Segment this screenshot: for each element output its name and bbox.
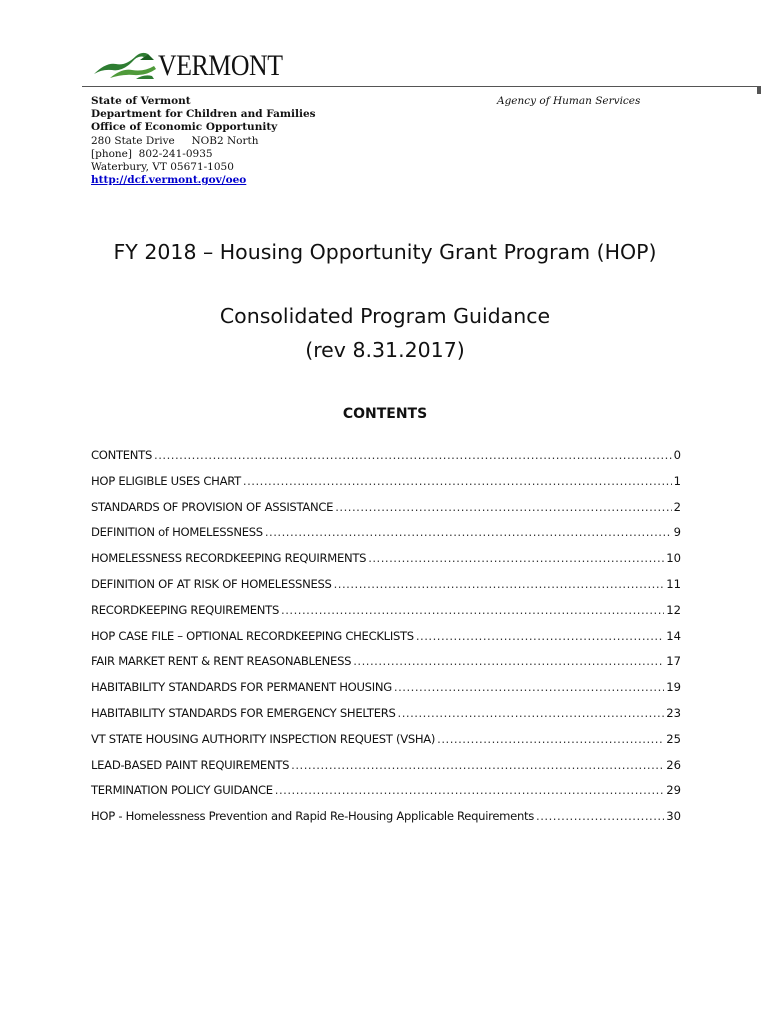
document-subtitle: Consolidated Program Guidance <box>219 304 551 328</box>
toc-entry[interactable] <box>91 654 681 680</box>
toc-leader <box>275 783 664 797</box>
toc-leader <box>353 654 664 668</box>
address-line-phone: [phone] 802-241-0935 <box>91 147 213 160</box>
vermont-wordmark: VERMONT <box>158 49 283 82</box>
toc-page-number: 19 <box>666 680 681 695</box>
document-title: FY 2018 – Housing Opportunity Grant Program (HOP) <box>113 240 657 264</box>
toc-label: LEAD-BASED PAINT REQUIREMENTS <box>91 757 290 772</box>
toc-page-number: 29 <box>666 783 681 798</box>
address-line-office: Office of Economic Opportunity <box>91 121 278 134</box>
toc-entry[interactable] <box>91 680 681 706</box>
toc-entry[interactable] <box>91 706 681 732</box>
toc-label: HABITABILITY STANDARDS FOR PERMANENT HOUSING <box>91 680 392 695</box>
toc-leader <box>394 680 664 694</box>
document-revision: (rev 8.31.2017) <box>305 338 465 362</box>
toc-page-number: 2 <box>673 499 681 514</box>
header-rule <box>82 86 758 87</box>
toc-leader <box>398 706 665 720</box>
toc-entry[interactable] <box>91 577 681 603</box>
website-link[interactable]: http://dcf.vermont.gov/oeo <box>91 174 247 187</box>
toc-page-number: 14 <box>666 628 681 643</box>
toc-leader <box>243 474 672 488</box>
toc-entry[interactable] <box>91 525 681 551</box>
header-rule-cap <box>757 86 761 94</box>
toc-label: STANDARDS OF PROVISION OF ASSISTANCE <box>91 499 334 514</box>
toc-page-number: 17 <box>666 654 681 669</box>
toc-entry[interactable] <box>91 500 681 526</box>
agency-name: Agency of Human Services <box>497 95 641 107</box>
toc-page-number: 25 <box>666 731 681 746</box>
toc-label: HOP CASE FILE – OPTIONAL RECORDKEEPING CHECKLISTS <box>91 628 414 643</box>
address-line-city: Waterbury, VT 05671-1050 <box>91 161 234 174</box>
address-line-department: Department for Children and Families <box>91 108 316 121</box>
toc-page-number: 9 <box>673 525 681 540</box>
toc-label: HOMELESSNESS RECORDKEEPING REQUIRMENTS <box>91 551 367 566</box>
toc-label: HOP ELIGIBLE USES CHART <box>91 473 241 488</box>
toc-label: DEFINITION of HOMELESSNESS <box>91 525 263 540</box>
toc-page-number: 1 <box>673 473 681 488</box>
toc-entry[interactable] <box>91 783 681 809</box>
toc-leader <box>334 577 665 591</box>
toc-leader <box>437 732 664 746</box>
toc-entry[interactable] <box>91 603 681 629</box>
toc-entry[interactable] <box>91 809 681 835</box>
address-line-street: 280 State Drive NOB2 North <box>91 134 259 147</box>
toc-label: HABITABILITY STANDARDS FOR EMERGENCY SHELTERS <box>91 705 396 720</box>
address-line-state: State of Vermont <box>91 95 191 107</box>
toc-leader <box>416 629 664 643</box>
toc-page-number: 10 <box>666 551 681 566</box>
toc-entry[interactable] <box>91 474 681 500</box>
toc-leader <box>265 525 672 539</box>
toc-page-number: 30 <box>666 809 681 824</box>
toc-label: CONTENTS <box>91 448 153 462</box>
toc-leader <box>368 551 664 565</box>
toc-leader <box>536 809 664 823</box>
contents-heading: CONTENTS <box>342 406 428 422</box>
toc-entry[interactable] <box>91 758 681 784</box>
toc-entry[interactable] <box>91 551 681 577</box>
toc-page-number: 26 <box>666 757 681 772</box>
toc-page-number: 0 <box>673 448 681 462</box>
toc-entry[interactable] <box>91 629 681 655</box>
toc-label: FAIR MARKET RENT & RENT REASONABLENESS <box>91 654 352 669</box>
toc-label: TERMINATION POLICY GUIDANCE <box>91 783 273 798</box>
toc-leader <box>154 448 672 462</box>
toc-leader <box>291 758 664 772</box>
toc-label: DEFINITION OF AT RISK OF HOMELESSNESS <box>91 576 332 591</box>
toc-page-number: 23 <box>666 705 681 720</box>
toc-leader <box>281 603 664 617</box>
toc-page-number: 11 <box>666 576 681 591</box>
toc-label: HOP - Homelessness Prevention and Rapid Re-Housing Applicable Requirements <box>91 809 535 824</box>
letterhead-address <box>91 95 316 187</box>
table-of-contents <box>91 448 681 835</box>
toc-label: RECORDKEEPING REQUIREMENTS <box>91 602 280 617</box>
toc-leader <box>335 500 671 514</box>
toc-label: VT STATE HOUSING AUTHORITY INSPECTION REQUEST (VSHA) <box>91 731 436 746</box>
toc-page-number: 12 <box>666 602 681 617</box>
toc-entry[interactable] <box>91 448 681 474</box>
toc-entry[interactable] <box>91 732 681 758</box>
